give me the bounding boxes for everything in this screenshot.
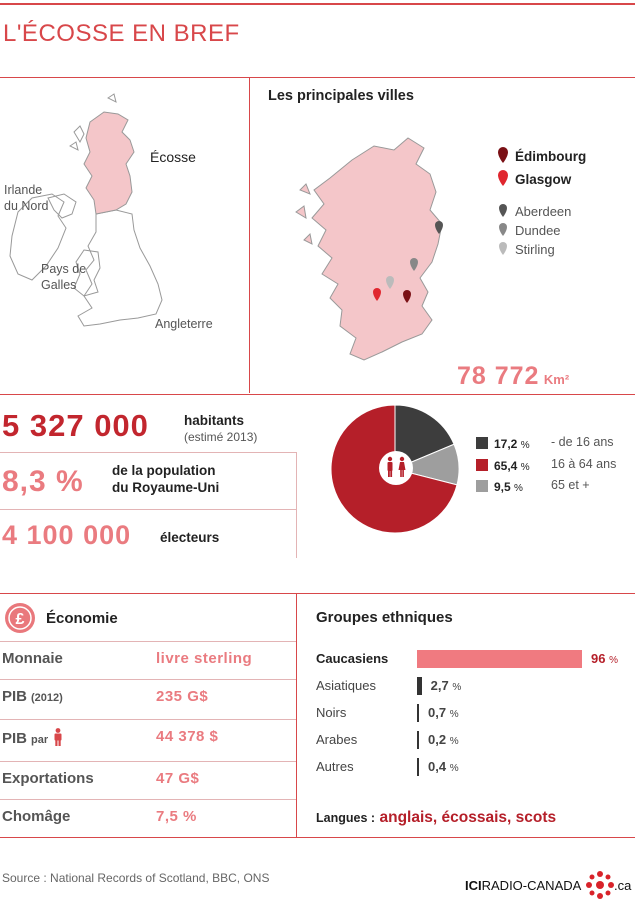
label-wales-2: Galles: [41, 278, 77, 292]
legend-aberdeen: Aberdeen: [515, 204, 572, 219]
pop-sep-1: [0, 452, 296, 453]
economy-row-value: 235 G$: [156, 688, 209, 705]
label-ni-2: du Nord: [4, 199, 49, 213]
pin-aberdeen-legend-icon: [498, 204, 508, 218]
legend-swatch-adult: [476, 459, 488, 471]
economy-row-value: 44 378 $: [156, 728, 219, 745]
pct-uk-line1: de la population: [112, 463, 216, 478]
area: [457, 362, 569, 391]
ethnic-value: 2,7 %: [430, 678, 462, 693]
voters-label: électeurs: [160, 530, 220, 545]
legend-swatch-senior: [476, 480, 488, 492]
pin-dundee-legend-icon: [498, 223, 508, 237]
economy-row-label: PIB par: [2, 728, 63, 747]
economy-row-label: Exportations: [2, 770, 94, 787]
economy-row-separator: [0, 641, 296, 642]
scotland-cities-map: [282, 120, 472, 380]
ethnic-bar: [417, 650, 582, 668]
england-shape: [78, 210, 162, 326]
area-unit: Km²: [543, 372, 570, 387]
legend-stirling: Stirling: [515, 242, 555, 257]
econ-divider: [296, 593, 297, 837]
economy-row-label: Chomâge: [2, 808, 71, 825]
ethnic-bar: [417, 731, 419, 749]
ethnic-label: Noirs: [316, 705, 347, 720]
ethnic-label: Caucasiens: [316, 651, 389, 666]
radio-canada-gem-icon: [585, 870, 615, 900]
top-rule: [0, 3, 635, 5]
economy-row-value: livre sterling: [156, 650, 253, 667]
ethnic-title: Groupes ethniques: [316, 609, 453, 626]
scotland-detail-shape: [312, 138, 442, 360]
pound-icon: [4, 602, 36, 634]
scotland-shape: [84, 112, 134, 214]
legend-adult-value: 65,4 %: [494, 459, 530, 473]
ethnic-value: 0,4 %: [428, 759, 459, 774]
ethnic-value: 0,2 %: [428, 732, 459, 747]
legend-young-label: - de 16 ans: [551, 435, 614, 449]
logo-name: RADIO-CANADA: [481, 878, 582, 893]
economy-row-separator: [0, 761, 296, 762]
ethnic-label: Autres: [316, 759, 354, 774]
cities-title: Les principales villes: [268, 88, 414, 104]
economy-row-separator: [0, 679, 296, 680]
pct-uk-value: 8,3 %: [2, 465, 84, 498]
econ-rule: [0, 593, 635, 594]
pop-sep-2: [0, 509, 296, 510]
economy-row-value: 47 G$: [156, 770, 200, 787]
page-title: L'ÉCOSSE EN BREF: [3, 20, 240, 47]
economy-title: Économie: [46, 610, 118, 627]
pop-rule: [0, 394, 635, 395]
legend-adult-label: 16 à 64 ans: [551, 457, 617, 471]
ethnic-bar: [417, 758, 419, 776]
bottom-rule: [0, 837, 635, 838]
person-icon: [53, 728, 63, 746]
pin-stirling-legend-icon: [498, 242, 508, 256]
logo-tld: .ca: [614, 878, 632, 893]
economy-row-separator: [0, 799, 296, 800]
population-note: (estimé 2013): [184, 430, 258, 444]
economy-row-label: Monnaie: [2, 650, 63, 667]
population-label: habitants: [184, 413, 245, 428]
ethnic-label: Arabes: [316, 732, 358, 747]
map-divider: [249, 78, 250, 393]
svg-text:£: £: [15, 611, 25, 628]
legend-edinburgh: Édimbourg: [515, 149, 587, 164]
hebrides-shape: [296, 184, 312, 244]
source-text: Source : National Records of Scotland, BBC, ONS: [2, 871, 270, 885]
label-scotland: Écosse: [150, 149, 196, 165]
ethnic-value: 96 %: [591, 651, 618, 666]
pin-glasgow-legend-icon: [496, 169, 510, 187]
pin-edinburgh-legend-icon: [496, 146, 510, 164]
label-ni-1: Irlande: [4, 183, 43, 197]
population-total: 5 327 000: [2, 408, 149, 443]
ethnic-bar: [417, 704, 419, 722]
ethnic-bar: [417, 677, 422, 695]
label-wales-1: Pays de: [41, 262, 87, 276]
economy-row-value: 7,5 %: [156, 808, 197, 825]
uk-map: [0, 80, 249, 390]
area-value: 78 772: [457, 362, 540, 390]
languages-value: anglais, écossais, scots: [379, 809, 557, 826]
legend-glasgow: Glasgow: [515, 172, 572, 187]
legend-swatch-young: [476, 437, 488, 449]
logo-ici: ICI: [465, 878, 482, 893]
ethnic-value: 0,7 %: [428, 705, 459, 720]
economy-row-label: PIB (2012): [2, 688, 63, 705]
voters-value: 4 100 000: [2, 520, 132, 550]
ethnic-label: Asiatiques: [316, 678, 376, 693]
people-icon: [378, 450, 414, 486]
legend-dundee: Dundee: [515, 223, 561, 238]
economy-row-separator: [0, 719, 296, 720]
languages: [316, 809, 556, 827]
label-england: Angleterre: [155, 317, 213, 331]
legend-senior-label: 65 et +: [551, 478, 590, 492]
languages-label: Langues :: [316, 811, 376, 825]
legend-senior-value: 9,5 %: [494, 480, 523, 494]
pop-vsep: [296, 452, 297, 558]
pct-uk-line2: du Royaume-Uni: [112, 480, 220, 495]
title-rule: [0, 77, 635, 78]
legend-young-value: 17,2 %: [494, 437, 530, 451]
radio-canada-logo: [465, 878, 581, 893]
